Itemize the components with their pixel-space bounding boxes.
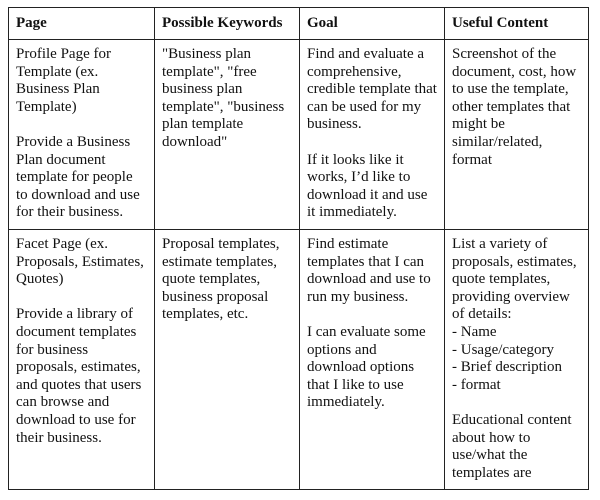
table-header-row	[9, 8, 589, 40]
goal-text: Find and evaluate a comprehensive, credible template that can be used for my business.	[307, 46, 437, 133]
goal-text: I can evaluate some options and download options that I like to use immediately.	[307, 323, 426, 411]
page-title-text: Facet Page (ex. Proposals, Estimates, Quotes)	[16, 236, 144, 288]
header-possible-keywords: Possible Keywords	[155, 8, 300, 40]
goal-text: If it looks like it works, I’d like to download it and use it immediately.	[307, 151, 428, 221]
cell-goal	[300, 40, 445, 230]
header-useful-content: Useful Content	[445, 8, 589, 40]
cell-page	[9, 230, 155, 490]
useful-content-text: Screenshot of the document, cost, how to use the template, other templates that might be similar/related, format	[452, 46, 577, 168]
useful-content-text: List a variety of proposals, estimates, quote templates, providing overview of details: - Name - Usage/category - Brief description - format	[452, 236, 577, 393]
table-row	[9, 40, 589, 230]
cell-useful-content	[445, 40, 589, 230]
goal-text: Find estimate templates that I can download and use to run my business.	[307, 236, 431, 305]
page-description-text: Provide a Business Plan document template for people to download and use for their business.	[16, 133, 140, 221]
header-page: Page	[9, 8, 155, 40]
cell-goal	[300, 230, 445, 490]
cell-keywords	[155, 230, 300, 490]
content-strategy-table	[8, 7, 589, 490]
table-row	[9, 230, 589, 490]
header-goal: Goal	[300, 8, 445, 40]
keywords-text: Proposal templates, estimate templates, quote templates, business proposal templates, etc.	[162, 236, 280, 323]
page-description-text: Provide a library of document templates for business proposals, estimates, and quotes that users can browse and download to use for their business.	[16, 306, 142, 446]
cell-useful-content	[445, 230, 589, 490]
cell-page	[9, 40, 155, 230]
useful-content-text: Educational content about how to use/what the templates are	[452, 411, 572, 481]
page-title-text: Profile Page for Template (ex. Business Plan Template)	[16, 46, 111, 115]
cell-keywords	[155, 40, 300, 230]
keywords-text: "Business plan template", "free business plan template", "business plan template download"	[162, 46, 285, 150]
